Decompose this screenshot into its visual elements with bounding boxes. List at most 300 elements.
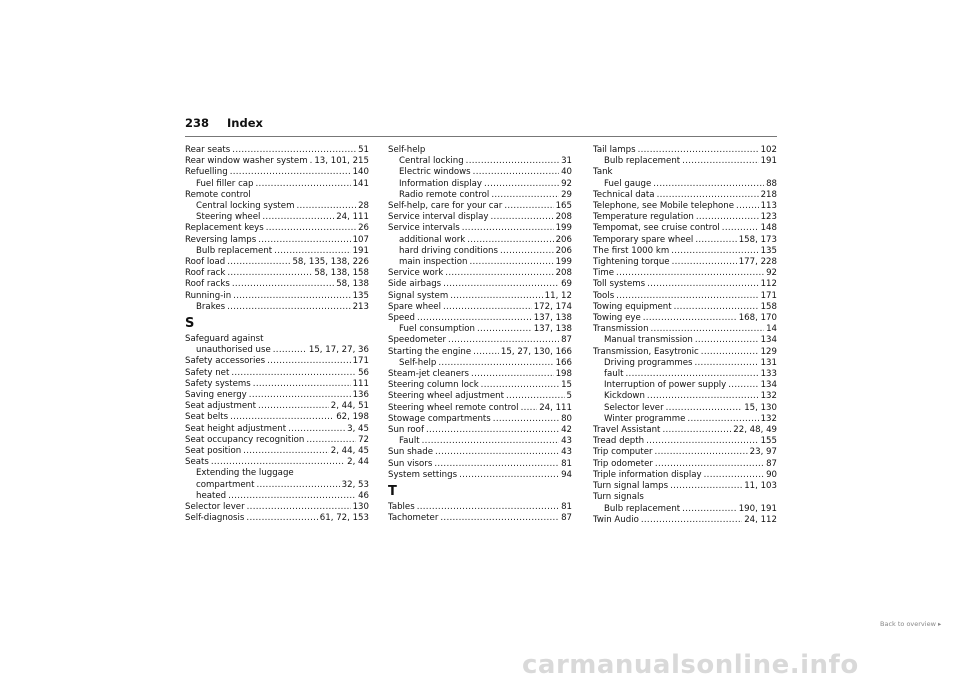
index-entry-pages[interactable]: 23, 97: [749, 447, 777, 458]
back-to-overview-label: Back to overview: [880, 620, 936, 628]
index-entry[interactable]: [593, 302, 777, 313]
index-entry-label: Triple information display: [593, 469, 702, 480]
index-entry[interactable]: [388, 436, 572, 447]
index-entry-label: Central locking: [399, 156, 464, 167]
dot-leader: [253, 379, 351, 390]
index-entry-pages[interactable]: 15: [561, 380, 572, 391]
index-entry-label: Tread depth: [593, 436, 645, 447]
dot-leader: [417, 502, 559, 513]
index-entry[interactable]: [593, 335, 777, 346]
dot-leader: [243, 446, 329, 457]
index-entry[interactable]: [185, 390, 369, 401]
dot-leader: [256, 480, 339, 491]
index-entry-pages[interactable]: 58, 138, 158: [314, 268, 369, 279]
index-entry-label: Seat position: [185, 446, 242, 457]
index-entry[interactable]: [388, 223, 572, 234]
index-entry-label: Self-diagnosis: [185, 513, 245, 524]
index-entry[interactable]: [388, 347, 572, 358]
index-entry-pages[interactable]: 134: [760, 380, 777, 391]
index-entry-pages[interactable]: 2, 44, 51: [330, 401, 369, 412]
index-entry-label: Speedometer: [388, 335, 447, 346]
index-entry[interactable]: [388, 447, 572, 458]
page-header: [185, 116, 263, 130]
index-entry-label: Seat adjustment: [185, 401, 256, 412]
index-heading: Remote control: [185, 189, 251, 200]
index-entry-pages[interactable]: 218: [760, 189, 777, 200]
index-entry-pages[interactable]: 198: [555, 369, 572, 380]
dot-leader: [657, 190, 759, 201]
index-entry[interactable]: [388, 502, 572, 513]
index-entry-pages[interactable]: 24, 111: [336, 212, 369, 223]
index-entry[interactable]: [185, 502, 369, 513]
dot-leader: [682, 156, 758, 167]
index-entry[interactable]: [388, 470, 572, 481]
index-entry[interactable]: [388, 167, 572, 178]
index-entry[interactable]: [185, 223, 369, 234]
dot-leader: [682, 504, 737, 515]
index-entry-pages[interactable]: 2, 44: [347, 457, 369, 468]
dot-leader: [500, 246, 554, 257]
index-entry-label: Rear window washer system: [185, 156, 308, 167]
index-entry-pages[interactable]: 92: [561, 178, 572, 189]
dot-leader: [459, 470, 559, 481]
index-entry[interactable]: [593, 268, 777, 279]
index-entry-label: Transmission: [593, 324, 649, 335]
index-entry-pages[interactable]: 199: [555, 223, 572, 234]
dot-leader: [694, 358, 758, 369]
index-entry-pages[interactable]: 62, 198: [336, 412, 369, 423]
dot-leader: [230, 412, 334, 423]
index-entry[interactable]: [388, 257, 572, 268]
index-entry-pages[interactable]: 172, 174: [533, 301, 572, 312]
index-entry[interactable]: [185, 246, 369, 257]
index-entry-label: Running-in: [185, 290, 232, 301]
index-entry[interactable]: [388, 179, 572, 190]
index-entry[interactable]: [388, 156, 572, 167]
index-entry-pages[interactable]: 87: [561, 335, 572, 346]
index-entry-pages[interactable]: 51: [358, 145, 369, 155]
index-entry[interactable]: [185, 345, 369, 356]
index-entry-pages[interactable]: 166: [555, 357, 572, 368]
index-entry-pages[interactable]: 80: [561, 413, 572, 424]
index-entry-label: Sun visors: [388, 458, 433, 469]
index-entry[interactable]: [388, 380, 572, 391]
index-entry[interactable]: [185, 179, 369, 190]
index-entry-pages[interactable]: 11, 103: [744, 481, 777, 492]
index-entry[interactable]: [185, 279, 369, 290]
dot-leader: [267, 356, 350, 367]
dot-leader: [655, 447, 748, 458]
index-entry-pages[interactable]: 133: [760, 369, 777, 380]
index-entry-label: Rear seats: [185, 145, 231, 155]
index-entry[interactable]: [388, 459, 572, 470]
index-entry[interactable]: [593, 212, 777, 223]
index-entry-pages[interactable]: 2, 44, 45: [330, 446, 369, 457]
index-entry-pages[interactable]: 168, 170: [738, 313, 777, 324]
dot-leader: [445, 268, 553, 279]
index-entry-pages[interactable]: 199: [555, 257, 572, 268]
index-entry[interactable]: [185, 401, 369, 412]
index-entry-pages[interactable]: 32, 53: [341, 479, 369, 490]
dot-leader: [296, 201, 356, 212]
index-entry-pages[interactable]: 190, 191: [738, 503, 777, 514]
index-entry[interactable]: [593, 481, 777, 492]
index-entry-pages[interactable]: 43: [561, 436, 572, 447]
index-entry[interactable]: [593, 223, 777, 234]
dot-leader: [616, 291, 758, 302]
index-entry[interactable]: [185, 480, 369, 491]
index-entry[interactable]: [593, 436, 777, 447]
index-entry[interactable]: [388, 513, 572, 524]
dot-leader: [306, 435, 356, 446]
index-entry-label: Towing equipment: [593, 301, 672, 312]
dot-leader: [450, 291, 542, 302]
index-entry-label: Technical data: [593, 189, 655, 200]
index-entry-label: Seat height adjustment: [185, 423, 287, 434]
index-entry-pages[interactable]: 165: [555, 201, 572, 212]
index-entry-pages[interactable]: 11, 12: [544, 290, 572, 301]
index-entry-pages[interactable]: 102: [760, 145, 777, 155]
index-entry-pages[interactable]: 206: [555, 245, 572, 256]
index-entry[interactable]: [185, 235, 369, 246]
index-entry-pages[interactable]: 155: [760, 436, 777, 447]
index-entry[interactable]: [185, 356, 369, 367]
dot-leader: [258, 401, 329, 412]
index-entry-pages[interactable]: 137, 138: [533, 324, 572, 335]
index-entry-pages[interactable]: 81: [561, 502, 572, 513]
index-entry-pages[interactable]: 191: [760, 156, 777, 167]
index-entry[interactable]: [593, 447, 777, 458]
index-entry-pages[interactable]: 29: [561, 189, 572, 200]
index-entry[interactable]: [388, 358, 572, 369]
header-rule: [185, 136, 777, 137]
index-entry-pages[interactable]: 14: [766, 324, 777, 335]
dot-leader: [647, 279, 758, 290]
dot-leader: [310, 156, 313, 167]
index-entry[interactable]: [388, 403, 572, 414]
index-entry-pages[interactable]: 123: [760, 212, 777, 223]
index-entry-pages[interactable]: 131: [760, 357, 777, 368]
index-entry-label: Tables: [388, 502, 415, 513]
dot-leader: [641, 515, 742, 526]
index-entry-label: additional work: [399, 234, 466, 245]
index-entry-pages[interactable]: 43: [561, 447, 572, 458]
index-entry[interactable]: [185, 412, 369, 423]
dot-leader: [246, 513, 317, 524]
index-entry[interactable]: [593, 403, 777, 414]
dot-leader: [273, 345, 307, 356]
index-entry[interactable]: [388, 201, 572, 212]
index-entry[interactable]: [593, 470, 777, 481]
index-entry[interactable]: [388, 279, 572, 290]
dot-leader: [728, 380, 758, 391]
index-entry-pages[interactable]: 112: [760, 279, 777, 290]
index-entry-pages[interactable]: 5: [566, 391, 572, 402]
index-entry-pages[interactable]: 132: [760, 391, 777, 402]
dot-leader: [422, 436, 559, 447]
dot-leader: [232, 145, 356, 156]
index-entry-pages[interactable]: 158, 173: [738, 234, 777, 245]
index-entry[interactable]: [185, 435, 369, 446]
index-entry-label: main inspection: [399, 257, 468, 268]
index-entry[interactable]: [185, 368, 369, 379]
index-entry-pages[interactable]: 72: [358, 434, 369, 445]
dot-leader: [674, 302, 759, 313]
index-entry-label: Steam-jet cleaners: [388, 369, 470, 380]
index-entry-label: Seat belts: [185, 412, 229, 423]
index-entry-pages[interactable]: 90: [766, 469, 777, 480]
index-entry-pages[interactable]: 208: [555, 212, 572, 223]
index-entry-pages[interactable]: 132: [760, 413, 777, 424]
index-entry-label: Signal system: [388, 290, 449, 301]
index-entry-pages[interactable]: 42: [561, 425, 572, 436]
index-entry[interactable]: [185, 156, 369, 167]
index-entry-pages[interactable]: 94: [561, 469, 572, 480]
index-entry[interactable]: [593, 291, 777, 302]
index-entry-pages[interactable]: 58, 135, 138, 226: [292, 257, 369, 268]
index-entry-label: Selector lever: [185, 502, 245, 513]
dot-leader: [438, 358, 553, 369]
dot-leader: [230, 167, 351, 178]
index-entry-pages[interactable]: 22, 48, 49: [733, 425, 777, 436]
index-entry[interactable]: [593, 358, 777, 369]
index-entry[interactable]: [388, 302, 572, 313]
dot-leader: [484, 179, 559, 190]
index-entry[interactable]: [593, 391, 777, 402]
index-entry[interactable]: [388, 246, 572, 257]
index-entry[interactable]: [388, 425, 572, 436]
dot-leader: [466, 156, 559, 167]
index-heading: Extending the luggage: [196, 468, 294, 479]
index-entry-pages[interactable]: 13, 101, 215: [314, 156, 369, 167]
index-entry-label: Fuel filler cap: [196, 178, 254, 189]
index-entry-label: Twin Audio: [593, 514, 639, 525]
index-entry-pages[interactable]: 15, 27, 130, 166: [500, 346, 572, 357]
dot-leader: [666, 403, 743, 414]
index-entry[interactable]: [593, 369, 777, 380]
index-entry-pages[interactable]: 171: [760, 290, 777, 301]
index-entry[interactable]: [185, 457, 369, 468]
index-heading: Tank: [593, 167, 613, 178]
dot-leader: [262, 212, 334, 223]
index-entry-pages[interactable]: 129: [760, 346, 777, 357]
dot-leader: [440, 513, 559, 524]
dot-leader: [687, 414, 758, 425]
index-entry-pages[interactable]: 31: [561, 156, 572, 167]
index-entry[interactable]: [185, 513, 369, 524]
index-entry-pages[interactable]: 56: [358, 367, 369, 378]
index-entry-label: Refuelling: [185, 167, 228, 178]
index-entry-pages[interactable]: 191: [352, 245, 369, 256]
index-entry[interactable]: [593, 279, 777, 290]
index-heading: Self-help: [388, 145, 426, 155]
index-entry[interactable]: [185, 167, 369, 178]
index-entry[interactable]: [593, 257, 777, 268]
index-entry-pages[interactable]: 15, 17, 27, 36: [308, 345, 369, 356]
dot-leader: [473, 347, 499, 358]
index-entry-pages[interactable]: 92: [766, 268, 777, 279]
index-entry[interactable]: [593, 380, 777, 391]
dot-leader: [227, 302, 350, 313]
index-entry-pages[interactable]: 136: [352, 390, 369, 401]
index-entry[interactable]: [593, 414, 777, 425]
index-entry-label: Tail lamps: [593, 145, 636, 155]
index-entry-pages[interactable]: 113: [760, 201, 777, 212]
index-entry[interactable]: [388, 391, 572, 402]
index-entry-pages[interactable]: 81: [561, 458, 572, 469]
index-entry-pages[interactable]: 177, 228: [738, 257, 777, 268]
index-entry-label: Reversing lamps: [185, 234, 257, 245]
index-entry-label: Saving energy: [185, 390, 247, 401]
index-entry[interactable]: [388, 190, 572, 201]
index-entry[interactable]: [593, 504, 777, 515]
index-entry-label: Service work: [388, 268, 444, 279]
index-entry-label: Speed: [388, 313, 415, 324]
index-entry-label: fault: [604, 369, 624, 380]
index-entry[interactable]: [593, 425, 777, 436]
index-entry[interactable]: [593, 235, 777, 246]
index-entry-label: Interruption of power supply: [604, 380, 727, 391]
index-entry[interactable]: [593, 246, 777, 257]
index-entry[interactable]: [185, 145, 369, 156]
index-entry-pages[interactable]: 24, 112: [744, 514, 777, 525]
index-entry-pages[interactable]: 141: [352, 178, 369, 189]
dot-leader: [695, 235, 736, 246]
dot-leader: [249, 390, 351, 401]
index-entry[interactable]: [185, 291, 369, 302]
index-entry-pages[interactable]: 148: [760, 223, 777, 234]
index-entry-pages[interactable]: 171: [352, 356, 369, 367]
dot-leader: [477, 324, 532, 335]
index-entry[interactable]: [185, 491, 369, 502]
dot-leader: [662, 425, 731, 436]
index-entry-label: System settings: [388, 469, 458, 480]
dot-leader: [467, 235, 553, 246]
index-entry-pages[interactable]: 58, 138: [336, 279, 369, 290]
index-entry-pages[interactable]: 3, 45: [347, 423, 369, 434]
index-entry-label: Towing eye: [593, 313, 641, 324]
dot-leader: [231, 368, 356, 379]
index-entry[interactable]: [388, 235, 572, 246]
index-entry[interactable]: [593, 156, 777, 167]
index-entry-label: Steering wheel adjustment: [388, 391, 504, 402]
index-entry[interactable]: [593, 190, 777, 201]
index-entry[interactable]: [593, 201, 777, 212]
index-entry-pages[interactable]: 69: [561, 279, 572, 290]
index-entry-label: Driving programmes: [604, 357, 693, 368]
index-entry[interactable]: [593, 459, 777, 470]
index-entry[interactable]: [185, 424, 369, 435]
dot-leader: [493, 414, 559, 425]
index-entry[interactable]: [185, 268, 369, 279]
dot-leader: [462, 223, 554, 234]
index-entry-label: Manual transmission: [604, 335, 693, 346]
index-entry-label: Travel Assistant: [593, 425, 661, 436]
index-entry-label: Kickdown: [604, 391, 645, 402]
index-entry[interactable]: [388, 212, 572, 223]
index-entry[interactable]: [388, 313, 572, 324]
index-entry-pages[interactable]: 46: [358, 490, 369, 501]
dot-leader: [701, 347, 759, 358]
index-entry-pages[interactable]: 137, 138: [533, 313, 572, 324]
index-entry-pages[interactable]: 134: [760, 335, 777, 346]
index-entry[interactable]: [185, 201, 369, 212]
index-entry[interactable]: [388, 335, 572, 346]
index-entry-pages[interactable]: 206: [555, 234, 572, 245]
index-entry[interactable]: [388, 268, 572, 279]
index-entry-pages[interactable]: 111: [352, 378, 369, 389]
index-entry-label: Selector lever: [604, 402, 664, 413]
index-entry-pages[interactable]: 213: [352, 301, 369, 312]
index-entry[interactable]: [593, 313, 777, 324]
index-entry[interactable]: [388, 291, 572, 302]
index-entry-label: Tachometer: [388, 513, 439, 524]
index-entry-label: Telephone, see Mobile telephone: [593, 201, 735, 212]
index-entry[interactable]: [388, 369, 572, 380]
index-entry-label: compartment: [196, 479, 255, 490]
index-entry[interactable]: [593, 145, 777, 156]
index-entry[interactable]: [388, 324, 572, 335]
index-heading: Safeguard against: [185, 334, 264, 345]
index-entry[interactable]: [185, 446, 369, 457]
index-entry-label: Sun roof: [388, 425, 424, 436]
index-entry-pages[interactable]: 140: [352, 167, 369, 178]
index-entry-label: Safety accessories: [185, 356, 266, 367]
index-entry[interactable]: [185, 379, 369, 390]
index-entry[interactable]: [593, 179, 777, 190]
dot-leader: [469, 257, 553, 268]
index-entry[interactable]: [593, 324, 777, 335]
index-entry-pages[interactable]: 135: [760, 245, 777, 256]
index-entry-pages[interactable]: 87: [766, 458, 777, 469]
index-entry-pages[interactable]: 61, 72, 153: [319, 513, 369, 524]
index-entry-label: Trip odometer: [593, 458, 653, 469]
index-entry-pages[interactable]: 88: [766, 178, 777, 189]
index-entry-label: Trip computer: [593, 447, 653, 458]
dot-leader: [626, 369, 759, 380]
index-entry-label: Safety net: [185, 367, 230, 378]
index-entry[interactable]: [593, 347, 777, 358]
index-entry-pages[interactable]: 208: [555, 268, 572, 279]
watermark: carmanualsonline.info: [522, 650, 859, 680]
index-entry-pages[interactable]: 87: [561, 513, 572, 524]
back-to-overview-link[interactable]: Back to overview ▸: [880, 620, 942, 628]
dot-leader: [651, 324, 765, 335]
index-entry[interactable]: [388, 414, 572, 425]
index-entry-label: unauthorised use: [196, 345, 271, 356]
index-entry-pages[interactable]: 40: [561, 167, 572, 178]
dot-leader: [722, 223, 759, 234]
index-entry[interactable]: [593, 515, 777, 526]
index-entry-pages[interactable]: 107: [352, 234, 369, 245]
index-entry-pages[interactable]: 130: [352, 502, 369, 513]
index-entry[interactable]: [185, 212, 369, 223]
index-entry-pages[interactable]: 26: [358, 223, 369, 234]
dot-leader: [266, 223, 356, 234]
index-entry-pages[interactable]: 24, 111: [539, 402, 572, 413]
index-entry-label: Information display: [399, 178, 482, 189]
dot-leader: [256, 179, 351, 190]
index-entry[interactable]: [185, 302, 369, 313]
index-entry-pages[interactable]: 15, 130: [744, 402, 777, 413]
index-entry-pages[interactable]: 135: [352, 290, 369, 301]
dot-leader: [521, 403, 538, 414]
index-entry-pages[interactable]: 28: [358, 201, 369, 212]
dot-leader: [481, 380, 559, 391]
index-entry-pages[interactable]: 158: [760, 301, 777, 312]
index-entry[interactable]: [185, 257, 369, 268]
index-entry-label: Seat occupancy recognition: [185, 434, 305, 445]
